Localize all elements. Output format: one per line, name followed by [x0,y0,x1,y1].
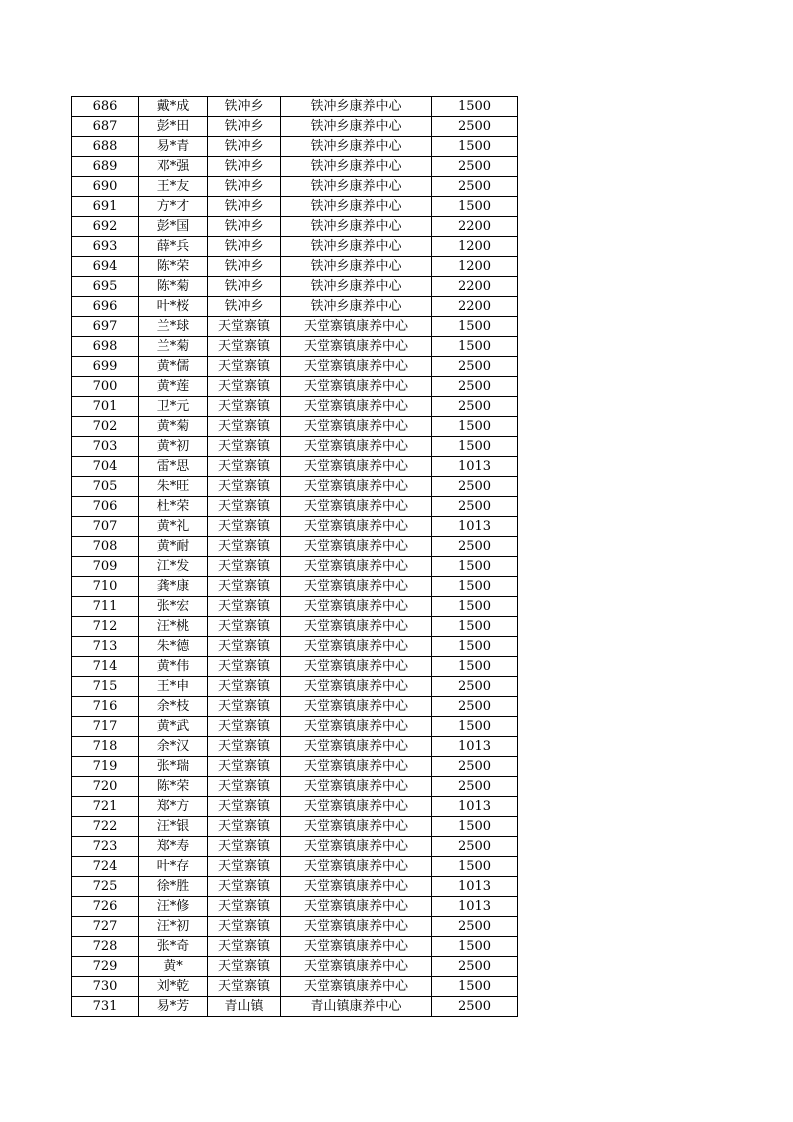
row-number-cell: 704 [72,457,139,477]
care-center-cell: 天堂寨镇康养中心 [281,317,432,337]
row-number-cell: 693 [72,237,139,257]
care-center-cell: 天堂寨镇康养中心 [281,477,432,497]
amount-cell: 1500 [432,417,518,437]
row-number-cell: 708 [72,537,139,557]
township-cell: 铁冲乡 [208,277,281,297]
row-number-cell: 707 [72,517,139,537]
name-cell: 郑*方 [139,797,208,817]
township-cell: 天堂寨镇 [208,457,281,477]
township-cell: 天堂寨镇 [208,377,281,397]
care-center-cell: 天堂寨镇康养中心 [281,437,432,457]
township-cell: 天堂寨镇 [208,337,281,357]
name-cell: 余*汉 [139,737,208,757]
table-row [72,557,518,577]
township-cell: 铁冲乡 [208,97,281,117]
table-row [72,257,518,277]
township-cell: 铁冲乡 [208,297,281,317]
name-cell: 黄*儒 [139,357,208,377]
care-center-cell: 铁冲乡康养中心 [281,217,432,237]
township-cell: 天堂寨镇 [208,977,281,997]
row-number-cell: 718 [72,737,139,757]
care-center-cell: 天堂寨镇康养中心 [281,897,432,917]
table-row [72,877,518,897]
township-cell: 天堂寨镇 [208,857,281,877]
amount-cell: 2500 [432,177,518,197]
row-number-cell: 719 [72,757,139,777]
care-center-cell: 天堂寨镇康养中心 [281,497,432,517]
care-center-cell: 天堂寨镇康养中心 [281,377,432,397]
township-cell: 铁冲乡 [208,177,281,197]
table-row [72,377,518,397]
township-cell: 天堂寨镇 [208,557,281,577]
name-cell: 邓*强 [139,157,208,177]
township-cell: 天堂寨镇 [208,417,281,437]
row-number-cell: 702 [72,417,139,437]
row-number-cell: 687 [72,117,139,137]
care-center-cell: 天堂寨镇康养中心 [281,717,432,737]
table-row [72,597,518,617]
table-row [72,777,518,797]
name-cell: 朱*德 [139,637,208,657]
care-center-cell: 天堂寨镇康养中心 [281,757,432,777]
care-center-cell: 天堂寨镇康养中心 [281,517,432,537]
table-row [72,197,518,217]
name-cell: 戴*成 [139,97,208,117]
care-center-cell: 青山镇康养中心 [281,997,432,1017]
data-table [71,96,518,1017]
name-cell: 陈*菊 [139,277,208,297]
name-cell: 王*申 [139,677,208,697]
table-row [72,857,518,877]
amount-cell: 1013 [432,737,518,757]
amount-cell: 1200 [432,257,518,277]
row-number-cell: 698 [72,337,139,357]
row-number-cell: 710 [72,577,139,597]
amount-cell: 2500 [432,957,518,977]
row-number-cell: 726 [72,897,139,917]
row-number-cell: 695 [72,277,139,297]
table-row [72,337,518,357]
table-row [72,977,518,997]
row-number-cell: 690 [72,177,139,197]
table-row [72,897,518,917]
care-center-cell: 天堂寨镇康养中心 [281,397,432,417]
care-center-cell: 天堂寨镇康养中心 [281,577,432,597]
row-number-cell: 696 [72,297,139,317]
row-number-cell: 720 [72,777,139,797]
row-number-cell: 688 [72,137,139,157]
name-cell: 叶*桜 [139,297,208,317]
care-center-cell: 铁冲乡康养中心 [281,97,432,117]
row-number-cell: 713 [72,637,139,657]
amount-cell: 2500 [432,397,518,417]
amount-cell: 1500 [432,617,518,637]
name-cell: 刘*乾 [139,977,208,997]
care-center-cell: 铁冲乡康养中心 [281,297,432,317]
table-row [72,437,518,457]
name-cell: 汪*银 [139,817,208,837]
row-number-cell: 694 [72,257,139,277]
care-center-cell: 天堂寨镇康养中心 [281,597,432,617]
care-center-cell: 天堂寨镇康养中心 [281,697,432,717]
care-center-cell: 天堂寨镇康养中心 [281,937,432,957]
township-cell: 天堂寨镇 [208,617,281,637]
care-center-cell: 天堂寨镇康养中心 [281,817,432,837]
amount-cell: 2500 [432,997,518,1017]
amount-cell: 1500 [432,557,518,577]
amount-cell: 2500 [432,357,518,377]
care-center-cell: 铁冲乡康养中心 [281,117,432,137]
amount-cell: 1500 [432,197,518,217]
table-row [72,397,518,417]
township-cell: 天堂寨镇 [208,637,281,657]
care-center-cell: 铁冲乡康养中心 [281,137,432,157]
township-cell: 天堂寨镇 [208,797,281,817]
township-cell: 天堂寨镇 [208,517,281,537]
table-row [72,177,518,197]
township-cell: 天堂寨镇 [208,437,281,457]
care-center-cell: 铁冲乡康养中心 [281,157,432,177]
table-row [72,717,518,737]
township-cell: 天堂寨镇 [208,897,281,917]
care-center-cell: 天堂寨镇康养中心 [281,857,432,877]
amount-cell: 2500 [432,497,518,517]
table-row [72,357,518,377]
township-cell: 天堂寨镇 [208,717,281,737]
name-cell: 易*青 [139,137,208,157]
township-cell: 天堂寨镇 [208,697,281,717]
care-center-cell: 天堂寨镇康养中心 [281,357,432,377]
row-number-cell: 692 [72,217,139,237]
amount-cell: 2200 [432,277,518,297]
care-center-cell: 天堂寨镇康养中心 [281,617,432,637]
row-number-cell: 717 [72,717,139,737]
table-body [72,97,518,1017]
row-number-cell: 689 [72,157,139,177]
township-cell: 天堂寨镇 [208,497,281,517]
amount-cell: 2500 [432,537,518,557]
township-cell: 天堂寨镇 [208,837,281,857]
amount-cell: 1013 [432,517,518,537]
name-cell: 黄* [139,957,208,977]
amount-cell: 1500 [432,337,518,357]
care-center-cell: 铁冲乡康养中心 [281,257,432,277]
care-center-cell: 天堂寨镇康养中心 [281,677,432,697]
table-row [72,317,518,337]
care-center-cell: 铁冲乡康养中心 [281,197,432,217]
name-cell: 张*奇 [139,937,208,957]
table-row [72,117,518,137]
amount-cell: 1500 [432,817,518,837]
row-number-cell: 727 [72,917,139,937]
name-cell: 黄*耐 [139,537,208,557]
row-number-cell: 697 [72,317,139,337]
name-cell: 杜*荣 [139,497,208,517]
amount-cell: 1500 [432,437,518,457]
name-cell: 龚*康 [139,577,208,597]
care-center-cell: 天堂寨镇康养中心 [281,557,432,577]
care-center-cell: 天堂寨镇康养中心 [281,657,432,677]
name-cell: 彭*国 [139,217,208,237]
amount-cell: 1500 [432,577,518,597]
table-row [72,957,518,977]
table-row [72,657,518,677]
row-number-cell: 716 [72,697,139,717]
name-cell: 兰*球 [139,317,208,337]
row-number-cell: 721 [72,797,139,817]
amount-cell: 1013 [432,457,518,477]
row-number-cell: 724 [72,857,139,877]
table-row [72,937,518,957]
name-cell: 黄*莲 [139,377,208,397]
township-cell: 铁冲乡 [208,217,281,237]
name-cell: 雷*思 [139,457,208,477]
township-cell: 天堂寨镇 [208,777,281,797]
amount-cell: 1500 [432,97,518,117]
care-center-cell: 天堂寨镇康养中心 [281,637,432,657]
table-row [72,137,518,157]
name-cell: 汪*修 [139,897,208,917]
amount-cell: 2500 [432,917,518,937]
care-center-cell: 天堂寨镇康养中心 [281,337,432,357]
table-row [72,277,518,297]
row-number-cell: 712 [72,617,139,637]
row-number-cell: 700 [72,377,139,397]
amount-cell: 1013 [432,797,518,817]
table-row [72,757,518,777]
township-cell: 天堂寨镇 [208,597,281,617]
table-row [72,537,518,557]
amount-cell: 2500 [432,777,518,797]
table-row [72,157,518,177]
township-cell: 天堂寨镇 [208,737,281,757]
township-cell: 青山镇 [208,997,281,1017]
amount-cell: 2200 [432,217,518,237]
table-row [72,237,518,257]
amount-cell: 1500 [432,977,518,997]
name-cell: 黄*礼 [139,517,208,537]
care-center-cell: 天堂寨镇康养中心 [281,777,432,797]
row-number-cell: 722 [72,817,139,837]
row-number-cell: 691 [72,197,139,217]
table-row [72,737,518,757]
row-number-cell: 725 [72,877,139,897]
name-cell: 黄*菊 [139,417,208,437]
care-center-cell: 天堂寨镇康养中心 [281,417,432,437]
row-number-cell: 731 [72,997,139,1017]
township-cell: 天堂寨镇 [208,537,281,557]
row-number-cell: 706 [72,497,139,517]
name-cell: 方*才 [139,197,208,217]
care-center-cell: 天堂寨镇康养中心 [281,957,432,977]
table-row [72,477,518,497]
table-row [72,697,518,717]
amount-cell: 1500 [432,317,518,337]
township-cell: 铁冲乡 [208,257,281,277]
name-cell: 余*枝 [139,697,208,717]
row-number-cell: 686 [72,97,139,117]
name-cell: 张*瑞 [139,757,208,777]
township-cell: 天堂寨镇 [208,917,281,937]
row-number-cell: 729 [72,957,139,977]
table-row [72,797,518,817]
township-cell: 天堂寨镇 [208,397,281,417]
row-number-cell: 728 [72,937,139,957]
township-cell: 铁冲乡 [208,197,281,217]
table-row [72,577,518,597]
township-cell: 天堂寨镇 [208,477,281,497]
row-number-cell: 703 [72,437,139,457]
care-center-cell: 天堂寨镇康养中心 [281,917,432,937]
name-cell: 江*发 [139,557,208,577]
amount-cell: 1013 [432,897,518,917]
row-number-cell: 711 [72,597,139,617]
amount-cell: 2500 [432,837,518,857]
township-cell: 铁冲乡 [208,137,281,157]
amount-cell: 2500 [432,117,518,137]
table-row [72,817,518,837]
row-number-cell: 714 [72,657,139,677]
table-row [72,297,518,317]
amount-cell: 2500 [432,757,518,777]
township-cell: 铁冲乡 [208,157,281,177]
name-cell: 兰*菊 [139,337,208,357]
care-center-cell: 天堂寨镇康养中心 [281,537,432,557]
care-center-cell: 天堂寨镇康养中心 [281,977,432,997]
name-cell: 徐*胜 [139,877,208,897]
amount-cell: 1500 [432,637,518,657]
care-center-cell: 天堂寨镇康养中心 [281,737,432,757]
name-cell: 卫*元 [139,397,208,417]
care-center-cell: 天堂寨镇康养中心 [281,797,432,817]
name-cell: 王*友 [139,177,208,197]
row-number-cell: 705 [72,477,139,497]
care-center-cell: 天堂寨镇康养中心 [281,457,432,477]
township-cell: 天堂寨镇 [208,577,281,597]
table-row [72,97,518,117]
care-center-cell: 铁冲乡康养中心 [281,277,432,297]
amount-cell: 1500 [432,657,518,677]
amount-cell: 2500 [432,477,518,497]
table-row [72,417,518,437]
row-number-cell: 715 [72,677,139,697]
township-cell: 天堂寨镇 [208,357,281,377]
table-row [72,517,518,537]
name-cell: 黄*伟 [139,657,208,677]
township-cell: 天堂寨镇 [208,877,281,897]
amount-cell: 2500 [432,697,518,717]
amount-cell: 1500 [432,857,518,877]
name-cell: 薛*兵 [139,237,208,257]
township-cell: 天堂寨镇 [208,817,281,837]
row-number-cell: 709 [72,557,139,577]
amount-cell: 1500 [432,937,518,957]
table-row [72,457,518,477]
care-center-cell: 铁冲乡康养中心 [281,237,432,257]
name-cell: 易*芳 [139,997,208,1017]
row-number-cell: 699 [72,357,139,377]
row-number-cell: 701 [72,397,139,417]
row-number-cell: 730 [72,977,139,997]
table-row [72,637,518,657]
care-center-cell: 天堂寨镇康养中心 [281,837,432,857]
name-cell: 彭*田 [139,117,208,137]
table-row [72,497,518,517]
table-row [72,677,518,697]
amount-cell: 1500 [432,137,518,157]
table-row [72,217,518,237]
amount-cell: 1500 [432,717,518,737]
amount-cell: 2500 [432,157,518,177]
amount-cell: 1500 [432,597,518,617]
township-cell: 天堂寨镇 [208,677,281,697]
township-cell: 天堂寨镇 [208,957,281,977]
amount-cell: 2500 [432,677,518,697]
name-cell: 朱*旺 [139,477,208,497]
name-cell: 叶*存 [139,857,208,877]
township-cell: 天堂寨镇 [208,317,281,337]
name-cell: 张*宏 [139,597,208,617]
name-cell: 陈*荣 [139,777,208,797]
table-row [72,837,518,857]
amount-cell: 1200 [432,237,518,257]
township-cell: 铁冲乡 [208,117,281,137]
name-cell: 黄*初 [139,437,208,457]
care-center-cell: 天堂寨镇康养中心 [281,877,432,897]
amount-cell: 2200 [432,297,518,317]
care-center-cell: 铁冲乡康养中心 [281,177,432,197]
township-cell: 天堂寨镇 [208,937,281,957]
township-cell: 天堂寨镇 [208,657,281,677]
name-cell: 汪*桃 [139,617,208,637]
township-cell: 天堂寨镇 [208,757,281,777]
amount-cell: 2500 [432,377,518,397]
row-number-cell: 723 [72,837,139,857]
name-cell: 陈*荣 [139,257,208,277]
amount-cell: 1013 [432,877,518,897]
name-cell: 黄*武 [139,717,208,737]
township-cell: 铁冲乡 [208,237,281,257]
table-row [72,617,518,637]
name-cell: 郑*寿 [139,837,208,857]
table-row [72,917,518,937]
name-cell: 汪*初 [139,917,208,937]
table-row [72,997,518,1017]
